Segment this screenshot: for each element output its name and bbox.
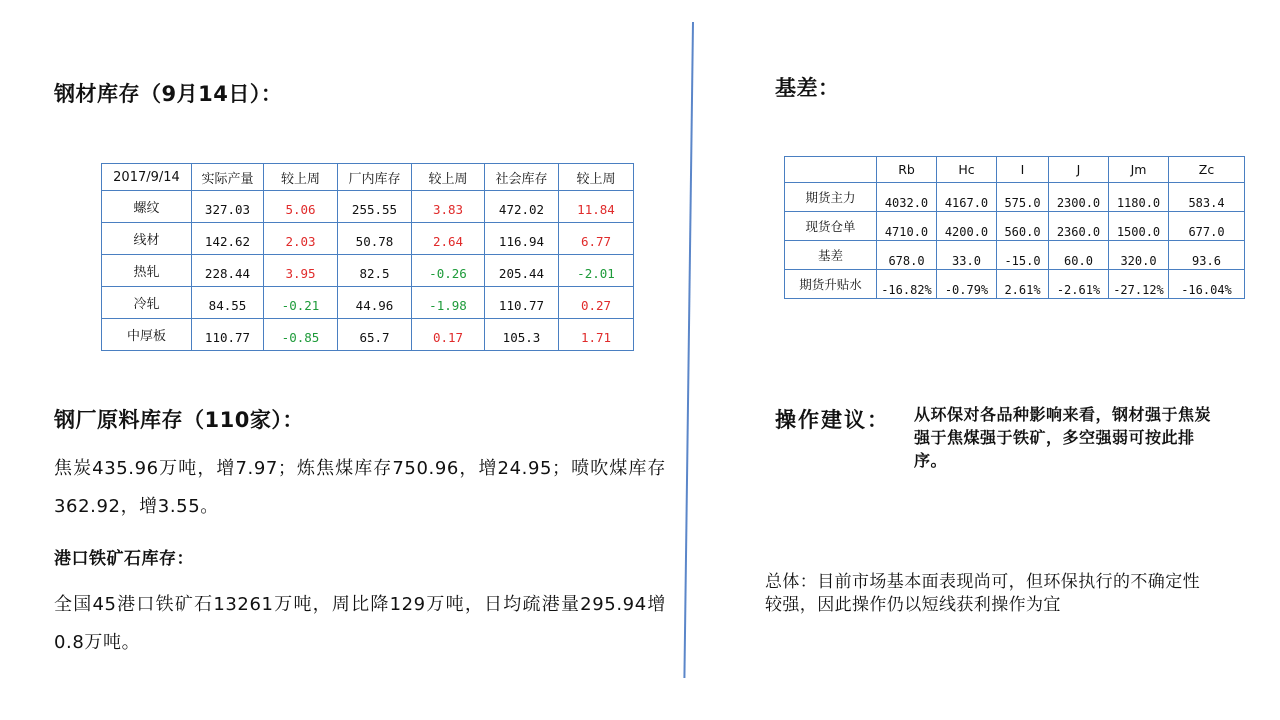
- header-cell: 较上周: [412, 164, 485, 191]
- factory-stock-value: 44.96: [338, 287, 412, 319]
- basis-title: 基差：: [775, 76, 840, 100]
- social-stock-change: 11.84: [559, 191, 634, 223]
- summary-text: 总体：目前市场基本面表现尚可，但环保执行的不确定性较强，因此操作仍以短线获利操作为宜: [765, 572, 1200, 615]
- advice-label: 操作建议：: [775, 408, 890, 432]
- factory-stock-value: 82.5: [338, 255, 412, 287]
- header-cell: J: [1049, 157, 1109, 183]
- raw-material-text: 焦炭435.96万吨，增7.97；炼焦煤库存750.96，增24.95；喷吹煤库存362.92，增3.55。: [54, 458, 666, 517]
- table-row: [102, 255, 634, 287]
- port-ore-title: 港口铁矿石库存：: [54, 549, 194, 569]
- table-cell: -15.0: [997, 241, 1049, 270]
- output-change: 5.06: [264, 191, 338, 223]
- raw-material-title: 钢厂原料库存（110家）：: [54, 408, 304, 432]
- factory-stock-change: 0.17: [412, 319, 485, 351]
- table-row: [785, 270, 1245, 299]
- factory-stock-value: 255.55: [338, 191, 412, 223]
- table-cell: 583.4: [1169, 183, 1245, 212]
- table-cell: 560.0: [997, 212, 1049, 241]
- port-ore-text: 全国45港口铁矿石13261万吨，周比降129万吨，日均疏港量295.94增0.8万吨。: [54, 594, 666, 653]
- factory-stock-change: -0.26: [412, 255, 485, 287]
- table-row: [785, 183, 1245, 212]
- table-cell: 575.0: [997, 183, 1049, 212]
- steel-inventory-table: [101, 163, 634, 351]
- output-change: 2.03: [264, 223, 338, 255]
- output-change: 3.95: [264, 255, 338, 287]
- header-cell: 较上周: [264, 164, 338, 191]
- social-stock-change: 0.27: [559, 287, 634, 319]
- header-cell: 较上周: [559, 164, 634, 191]
- header-cell: [785, 157, 877, 183]
- output-change: -0.21: [264, 287, 338, 319]
- table-cell: 2300.0: [1049, 183, 1109, 212]
- social-stock-change: 1.71: [559, 319, 634, 351]
- table-row: [102, 223, 634, 255]
- row-label: 基差: [785, 241, 877, 270]
- header-cell: 厂内库存: [338, 164, 412, 191]
- factory-stock-change: -1.98: [412, 287, 485, 319]
- table-cell: 2360.0: [1049, 212, 1109, 241]
- social-stock-value: 205.44: [485, 255, 559, 287]
- header-cell: Rb: [877, 157, 937, 183]
- table-cell: 1180.0: [1109, 183, 1169, 212]
- table-cell: -0.79%: [937, 270, 997, 299]
- table-cell: -2.61%: [1049, 270, 1109, 299]
- social-stock-value: 110.77: [485, 287, 559, 319]
- table-cell: -16.04%: [1169, 270, 1245, 299]
- output-value: 228.44: [192, 255, 264, 287]
- table-cell: 60.0: [1049, 241, 1109, 270]
- table-cell: 93.6: [1169, 241, 1245, 270]
- product-name: 冷轧: [102, 287, 192, 319]
- table-row: [785, 212, 1245, 241]
- header-cell: 社会库存: [485, 164, 559, 191]
- table-cell: 2.61%: [997, 270, 1049, 299]
- table-header-row: [102, 164, 634, 191]
- header-cell: I: [997, 157, 1049, 183]
- table-header-row: [785, 157, 1245, 183]
- factory-stock-change: 2.64: [412, 223, 485, 255]
- row-label: 现货仓单: [785, 212, 877, 241]
- table-row: [102, 191, 634, 223]
- table-cell: 4710.0: [877, 212, 937, 241]
- header-cell: Jm: [1109, 157, 1169, 183]
- table-cell: 677.0: [1169, 212, 1245, 241]
- social-stock-value: 116.94: [485, 223, 559, 255]
- factory-stock-value: 50.78: [338, 223, 412, 255]
- table-cell: 1500.0: [1109, 212, 1169, 241]
- table-cell: -27.12%: [1109, 270, 1169, 299]
- product-name: 热轧: [102, 255, 192, 287]
- column-divider: [683, 22, 693, 678]
- table-cell: 4200.0: [937, 212, 997, 241]
- header-cell: 2017/9/14: [102, 164, 192, 191]
- table-row: [785, 241, 1245, 270]
- table-cell: 33.0: [937, 241, 997, 270]
- social-stock-value: 105.3: [485, 319, 559, 351]
- table-row: [102, 287, 634, 319]
- basis-table: [784, 156, 1245, 299]
- output-value: 142.62: [192, 223, 264, 255]
- output-change: -0.85: [264, 319, 338, 351]
- table-cell: 678.0: [877, 241, 937, 270]
- header-cell: Zc: [1169, 157, 1245, 183]
- output-value: 327.03: [192, 191, 264, 223]
- social-stock-change: 6.77: [559, 223, 634, 255]
- social-stock-change: -2.01: [559, 255, 634, 287]
- table-cell: 4032.0: [877, 183, 937, 212]
- table-row: [102, 319, 634, 351]
- row-label: 期货升贴水: [785, 270, 877, 299]
- product-name: 线材: [102, 223, 192, 255]
- product-name: 中厚板: [102, 319, 192, 351]
- header-cell: 实际产量: [192, 164, 264, 191]
- header-cell: Hc: [937, 157, 997, 183]
- output-value: 84.55: [192, 287, 264, 319]
- steel-inventory-title: 钢材库存（9月14日）：: [54, 82, 283, 106]
- table-cell: 320.0: [1109, 241, 1169, 270]
- table-cell: -16.82%: [877, 270, 937, 299]
- factory-stock-value: 65.7: [338, 319, 412, 351]
- social-stock-value: 472.02: [485, 191, 559, 223]
- factory-stock-change: 3.83: [412, 191, 485, 223]
- output-value: 110.77: [192, 319, 264, 351]
- row-label: 期货主力: [785, 183, 877, 212]
- table-cell: 4167.0: [937, 183, 997, 212]
- advice-text: 从环保对各品种影响来看，钢材强于焦炭强于焦煤强于铁矿，多空强弱可按此排序。: [914, 405, 1212, 470]
- product-name: 螺纹: [102, 191, 192, 223]
